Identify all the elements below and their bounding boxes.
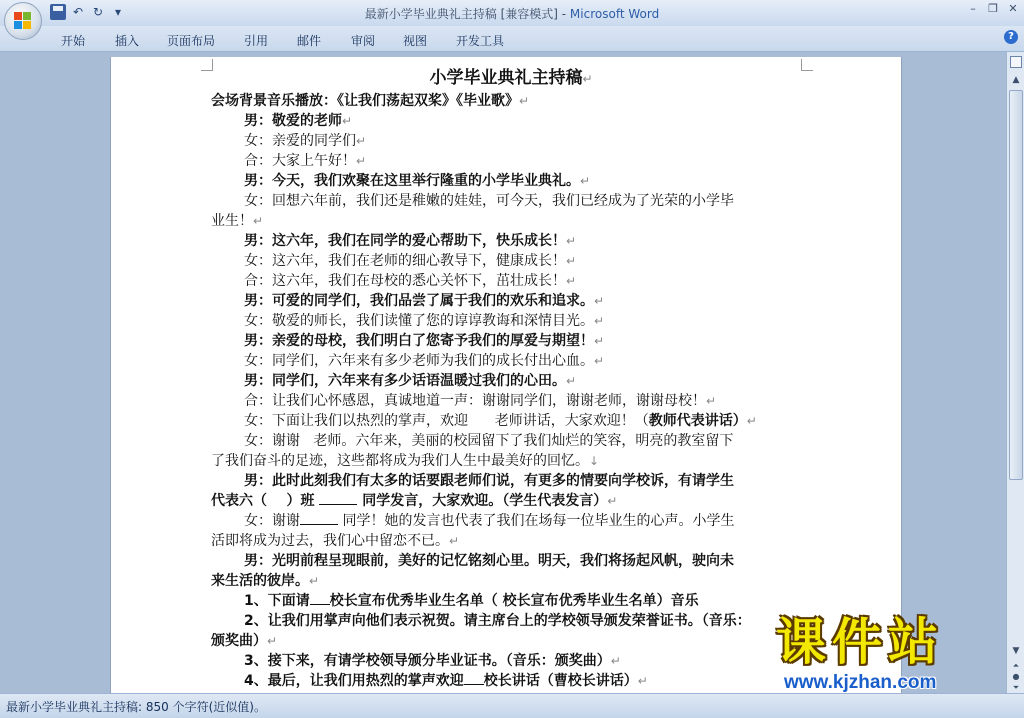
paragraph: 合：大家上午好！↵	[244, 153, 367, 169]
browse-object-icon[interactable]: ●	[1012, 672, 1020, 681]
tab-references[interactable]: 引用	[244, 34, 269, 48]
vertical-scrollbar[interactable]	[1006, 52, 1024, 693]
scroll-thumb[interactable]	[1009, 90, 1023, 480]
blank-underline	[310, 591, 330, 605]
watermark-url: www.kjzhan.com	[784, 672, 937, 693]
office-logo-icon	[14, 12, 32, 30]
window-title	[0, 5, 1024, 22]
paragraph: 男：这六年，我们在同学的爱心帮助下，快乐成长！↵	[244, 233, 577, 249]
paragraph: 颁奖曲）↵	[211, 633, 278, 649]
paragraph: 女：下面让我们以热烈的掌声，欢迎 老师讲话，大家欢迎！（教师代表讲话）↵	[244, 413, 757, 429]
paragraph: 女：谢谢 同学！她的发言也代表了我们在场每一位毕业生的心声。小学生	[244, 513, 735, 529]
help-icon[interactable]: ?	[1004, 30, 1018, 44]
document-body	[211, 66, 811, 691]
paragraph: 男：亲爱的母校，我们明白了您寄予我们的厚爱与期望！↵	[244, 333, 605, 349]
tab-home[interactable]: 开始	[61, 34, 86, 48]
status-text: 最新小学毕业典礼主持稿: 850 个字符(近似值)。	[6, 700, 266, 714]
tab-insert[interactable]: 插入	[115, 34, 140, 48]
status-bar	[0, 693, 1024, 718]
paragraph: 男：光明前程呈现眼前，美好的记忆铭刻心里。明天，我们将扬起风帆，驶向未	[244, 553, 734, 569]
view-ruler-icon[interactable]	[1010, 56, 1022, 68]
minimize-icon[interactable]: –	[970, 2, 976, 15]
scroll-up-icon[interactable]: ▲	[1012, 75, 1020, 85]
paragraph: 女：敬爱的师长，我们读懂了您的谆谆教诲和深情目光。↵	[244, 313, 605, 329]
paragraph: 了我们奋斗的足迹，这些都将成为我们人生中最美好的回忆。↓	[211, 453, 600, 469]
app-name: Microsoft Word	[569, 7, 660, 21]
paragraph: 业生！↵	[211, 213, 264, 229]
redo-icon[interactable]: ↻	[92, 5, 104, 19]
blank-underline	[300, 511, 338, 525]
previous-page-icon[interactable]: ⏶	[1012, 661, 1020, 670]
document-area	[0, 52, 1006, 693]
document-page[interactable]	[110, 57, 902, 693]
paragraph: 男：敬爱的老师↵	[244, 113, 353, 129]
paragraph: 活即将成为过去，我们心中留恋不已。↵	[211, 533, 460, 549]
next-page-icon[interactable]: ⏷	[1012, 683, 1020, 692]
tab-view[interactable]: 视图	[403, 34, 428, 48]
tab-developer[interactable]: 开发工具	[456, 34, 505, 48]
paragraph: 女：同学们，六年来有多少老师为我们的成长付出心血。↵	[244, 353, 605, 369]
office-button[interactable]	[4, 2, 42, 40]
window-controls	[966, 2, 1020, 15]
paragraph: 合：这六年，我们在母校的悉心关怀下，茁壮成长！↵	[244, 273, 577, 289]
paragraph: 代表六（ ）班 同学发言，大家欢迎。（学生代表发言）↵	[211, 493, 618, 509]
restore-icon[interactable]: ❐	[988, 2, 998, 15]
paragraph: 男：今天，我们欢聚在这里举行隆重的小学毕业典礼。↵	[244, 173, 591, 189]
paragraph: 女：回想六年前，我们还是稚嫩的娃娃，可今天，我们已经成为了光荣的小学毕	[244, 193, 734, 209]
paragraph: 2、让我们用掌声向他们表示祝贺。请主席台上的学校领导颁发荣誉证书。（音乐：	[244, 613, 751, 629]
scroll-down-icon[interactable]: ▼	[1012, 646, 1020, 656]
watermark-logo: 课件站	[776, 613, 944, 671]
tab-page-layout[interactable]: 页面布局	[167, 34, 216, 48]
undo-icon[interactable]: ↶	[72, 5, 84, 19]
paragraph: 1、下面请 校长宣布优秀毕业生名单（ 校长宣布优秀毕业生名单）音乐	[244, 593, 699, 609]
blank-underline	[319, 491, 357, 505]
paragraph: 女：谢谢 老师。六年来，美丽的校园留下了我们灿烂的笑容，明亮的教室留下	[244, 433, 734, 449]
paragraph: 3、接下来，有请学校领导颁分毕业证书。（音乐：颁奖曲）↵	[244, 653, 621, 669]
paragraph: 女：亲爱的同学们↵	[244, 133, 367, 149]
ribbon-tabs	[0, 26, 1024, 52]
paragraph: 4、最后，让我们用热烈的掌声欢迎 校长讲话（曹校长讲话）↵	[244, 673, 648, 689]
paragraph: 男：此时此刻我们有太多的话要跟老师们说，有更多的情要向学校诉，有请学生	[244, 473, 734, 489]
paragraph: 合：让我们心怀感恩，真诚地道一声：谢谢同学们，谢谢老师，谢谢母校！↵	[244, 393, 717, 409]
title-bar	[0, 0, 1024, 26]
document-heading: 小学毕业典礼主持稿↵	[429, 68, 593, 88]
blank-underline	[464, 671, 484, 685]
tab-review[interactable]: 审阅	[351, 34, 376, 48]
paragraph: 男：可爱的同学们，我们品尝了属于我们的欢乐和追求。↵	[244, 293, 605, 309]
paragraph: 女：这六年，我们在老师的细心教导下，健康成长！↵	[244, 253, 577, 269]
document-title: 最新小学毕业典礼主持稿 [兼容模式] -	[364, 7, 570, 21]
paragraph: 来生活的彼岸。↵	[211, 573, 320, 589]
watermark	[762, 614, 1024, 696]
tab-mailings[interactable]: 邮件	[297, 34, 322, 48]
close-icon[interactable]: ✕	[1008, 2, 1018, 15]
paragraph: 男：同学们，六年来有多少话语温暖过我们的心田。↵	[244, 373, 577, 389]
customize-toolbar-icon[interactable]: ▾	[114, 5, 122, 19]
paragraph: 会场背景音乐播放：《让我们荡起双桨》《毕业歌》↵	[211, 93, 530, 109]
